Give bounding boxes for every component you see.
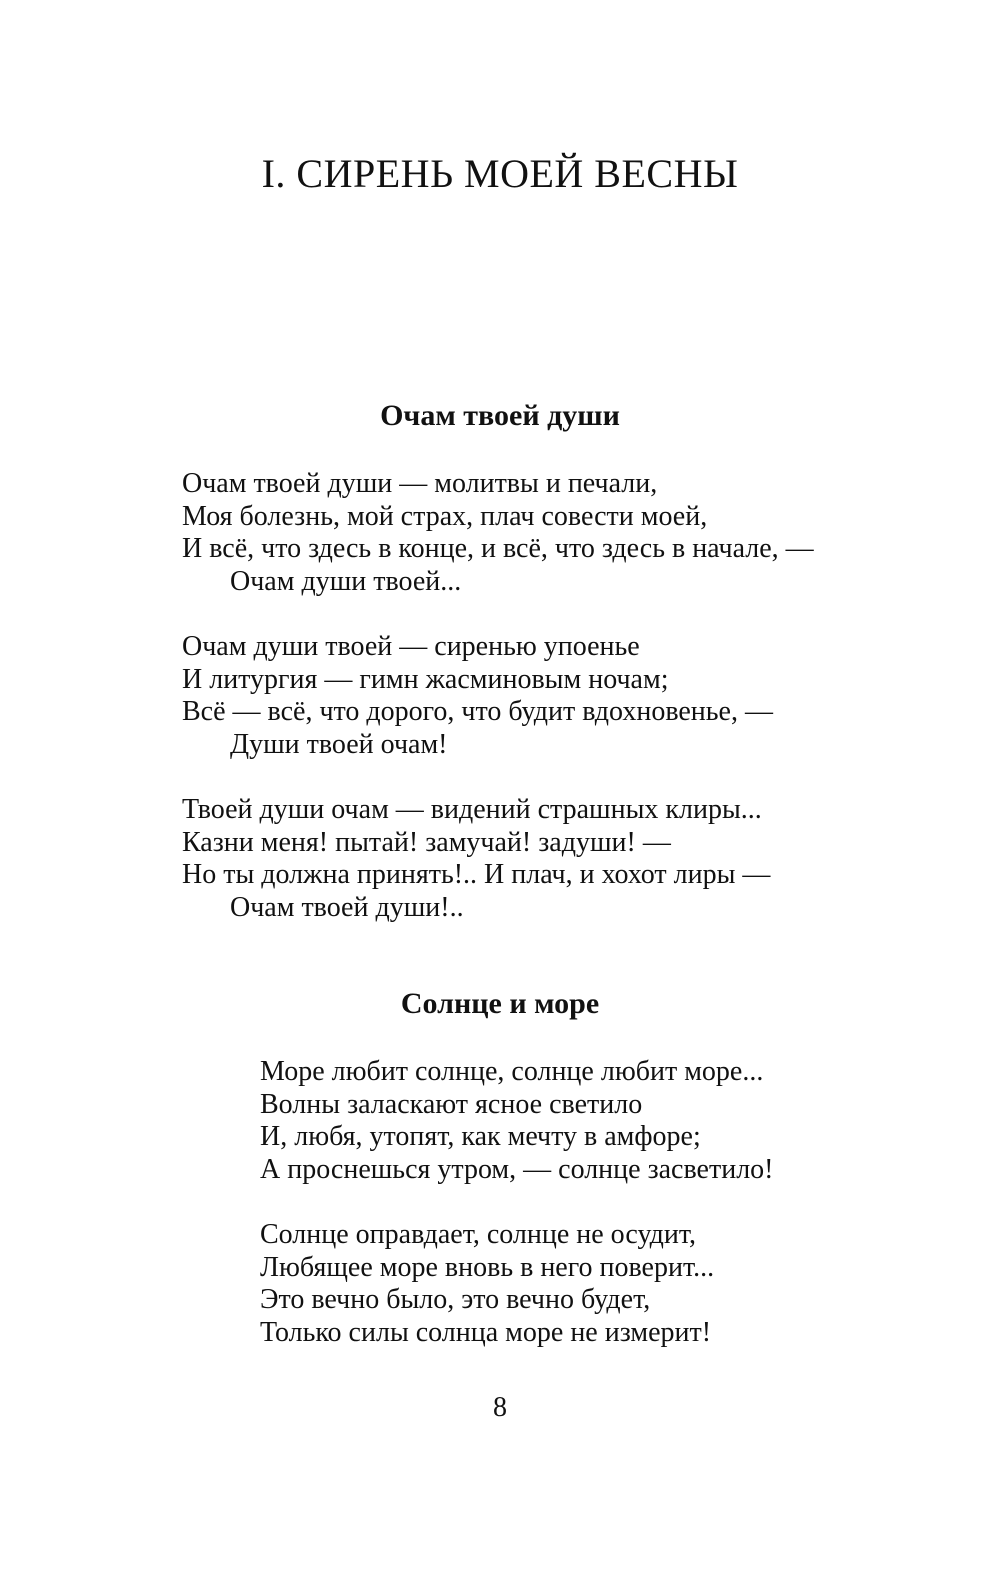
poem-body xyxy=(182,468,814,957)
poem-line: Море любит солнце, солнце любит море... xyxy=(260,1056,764,1087)
poem-line: Волны заласкают ясное светило xyxy=(260,1088,643,1120)
stanza xyxy=(182,631,814,761)
poem-line: Очам души твоей... xyxy=(230,565,462,597)
poem-line: И всё, что здесь в конце, и всё, что здесь в начале, — xyxy=(182,533,814,564)
poem-line: Твоей души очам — видений страшных клиры... xyxy=(182,794,762,825)
poem-title: Солнце и море xyxy=(400,987,600,1020)
stanza xyxy=(182,468,814,598)
section-title: I. СИРЕНЬ МОЕЙ ВЕСНЫ xyxy=(261,151,739,196)
poem-line: И, любя, утопят, как мечту в амфоре; xyxy=(260,1121,701,1152)
poem-line: Казни меня! пытай! замучай! задуши! — xyxy=(182,826,671,858)
poem-line: Но ты должна принять!.. И плач, и хохот лиры — xyxy=(182,859,771,890)
poem-line: Солнце оправдает, солнце не осудит, xyxy=(260,1219,697,1250)
poem-line: Это вечно было, это вечно будет, xyxy=(260,1284,651,1315)
stanza xyxy=(260,1056,774,1186)
stanza xyxy=(260,1219,774,1349)
poem-line: Всё — всё, что дорого, что будит вдохновенье, — xyxy=(182,696,773,727)
poem-line: А проснешься утром, — солнце засветило! xyxy=(260,1153,774,1185)
poem-line: Любящее море вновь в него поверит... xyxy=(260,1251,715,1283)
page-number: 8 xyxy=(493,1392,507,1423)
poem-line: Очам твоей души!.. xyxy=(230,891,464,923)
poem-line: Моя болезнь, мой страх, плач совести моей, xyxy=(182,500,708,532)
poem-title: Очам твоей души xyxy=(380,399,620,432)
poem-line: И литургия — гимн жасминовым ночам; xyxy=(182,663,669,695)
poem-line: Только силы солнца море не измерит! xyxy=(260,1316,712,1348)
poem-line: Очам твоей души — молитвы и печали, xyxy=(182,468,658,499)
poem-line: Очам души твоей — сиренью упоенье xyxy=(182,631,640,662)
poem-body xyxy=(260,1056,774,1382)
poem-line: Души твоей очам! xyxy=(230,728,448,760)
stanza xyxy=(182,794,814,924)
